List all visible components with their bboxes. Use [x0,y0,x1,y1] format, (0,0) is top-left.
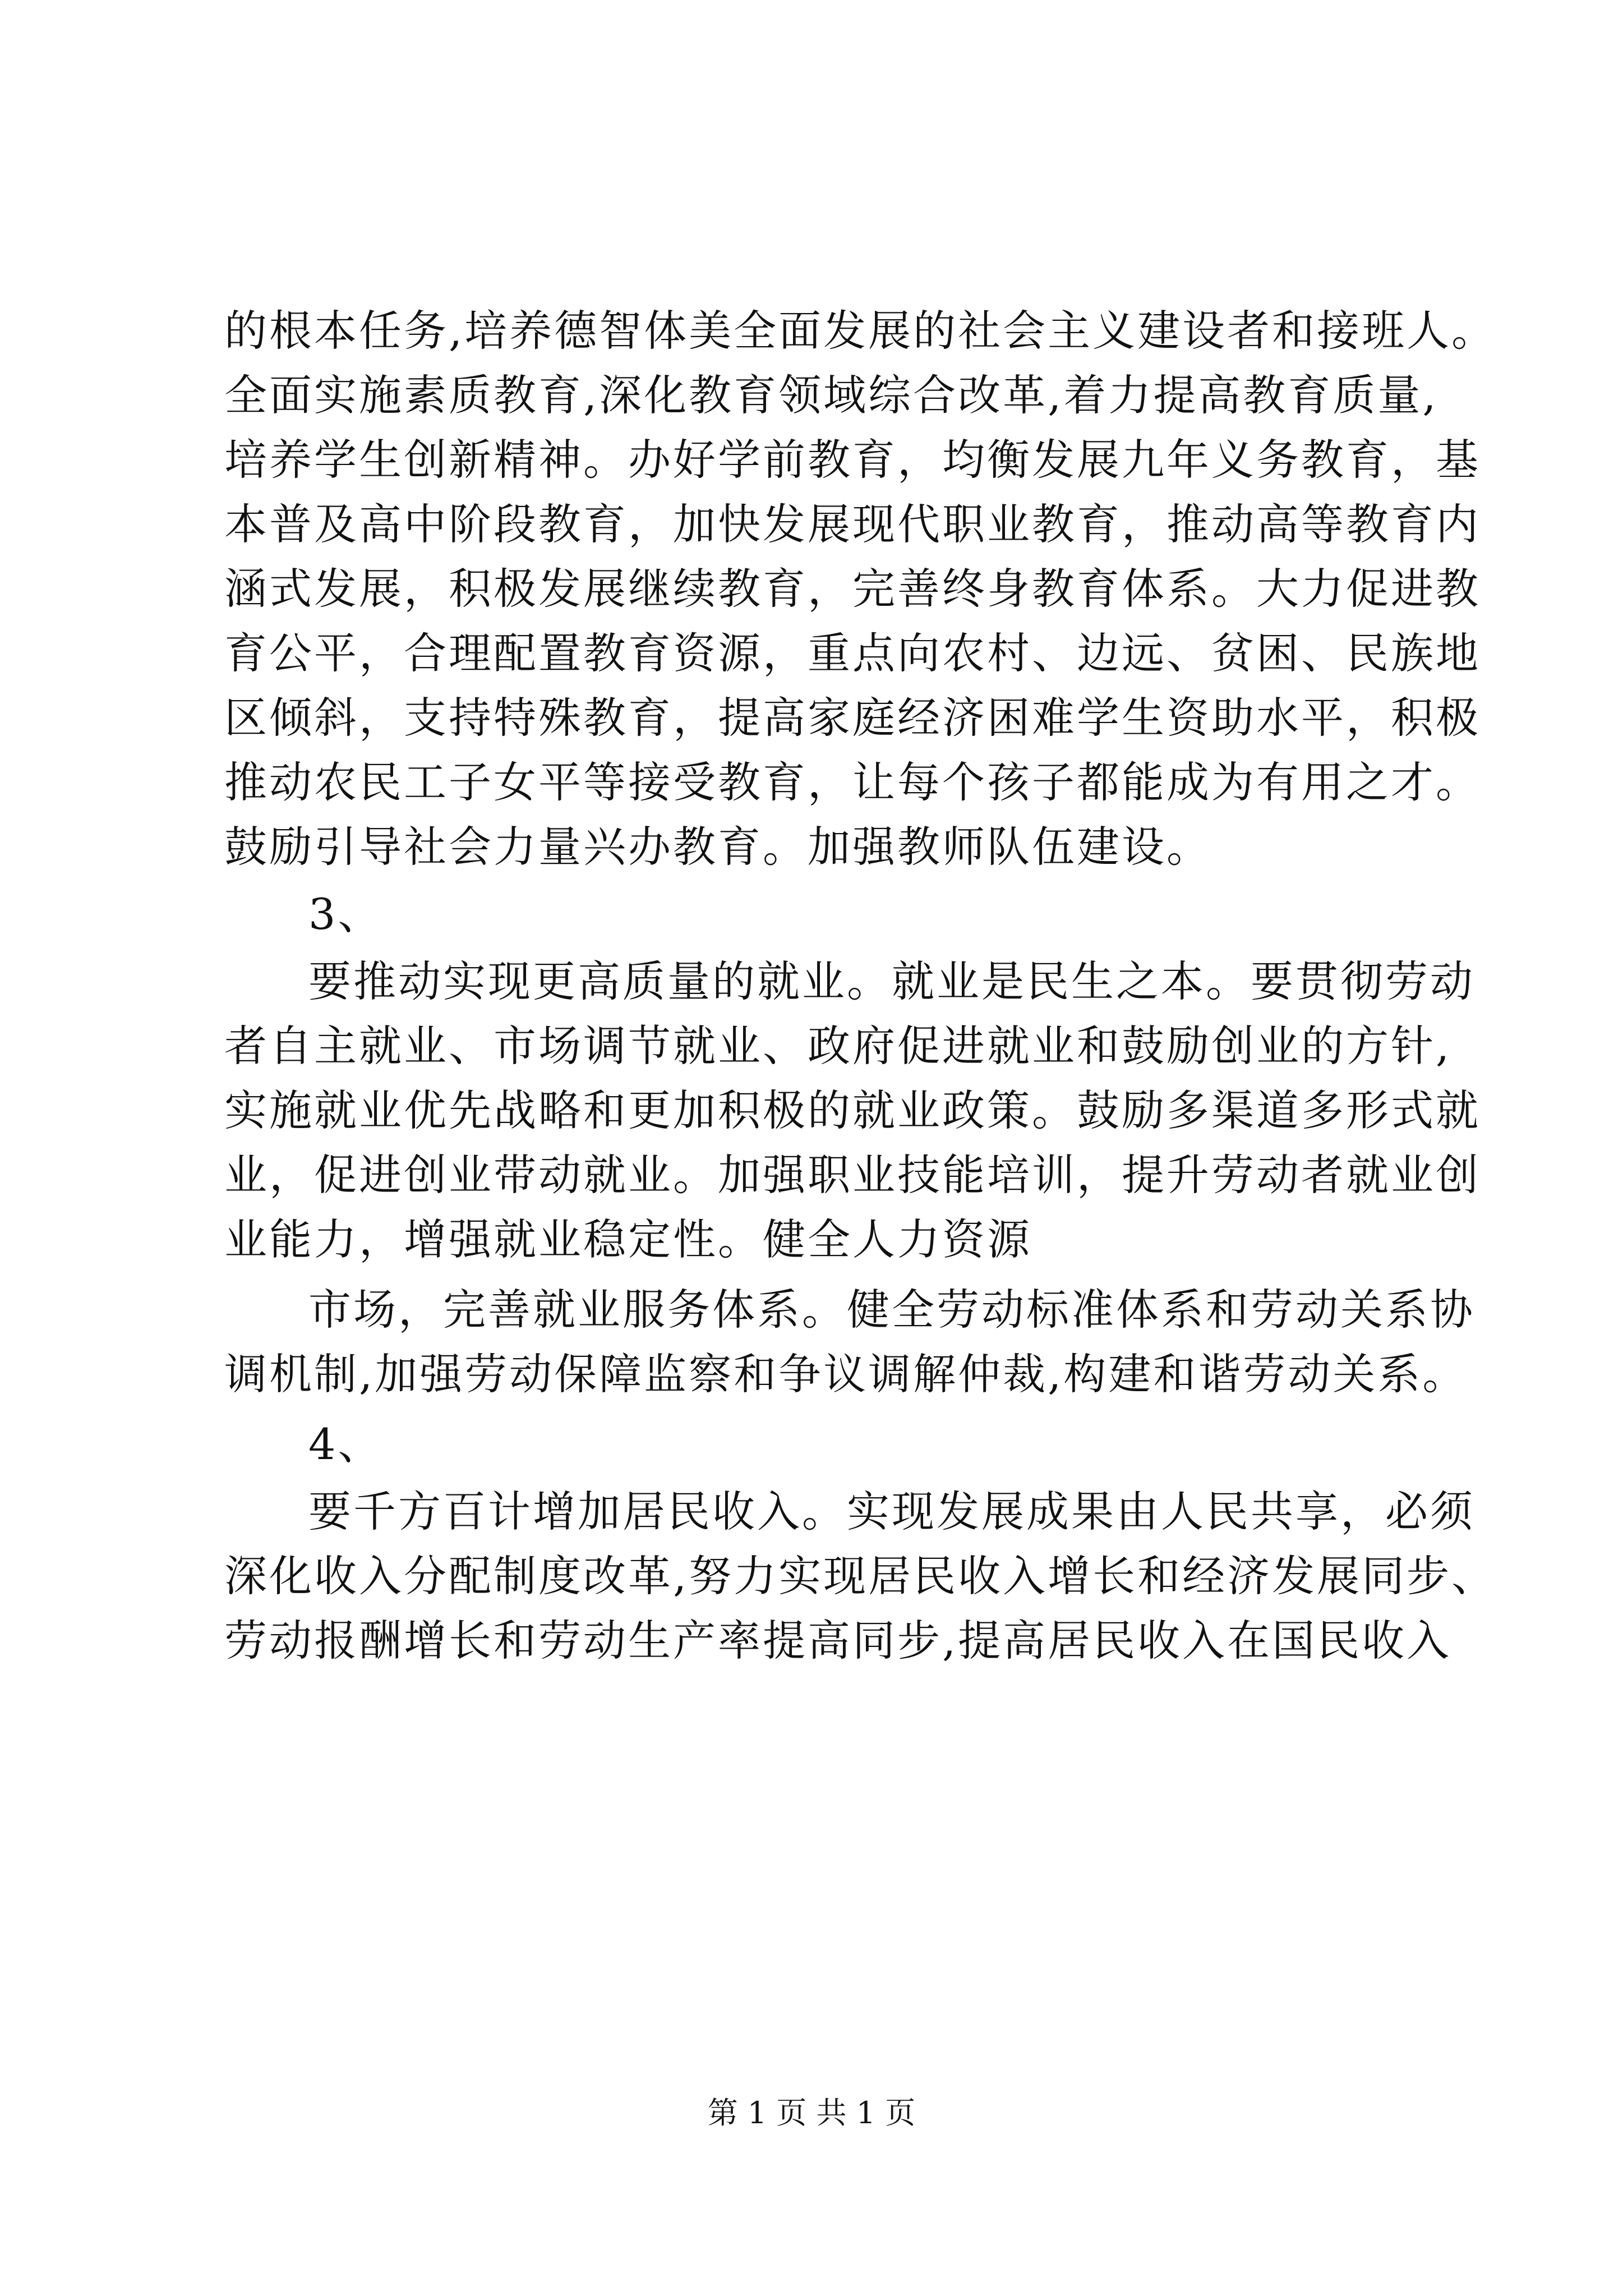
text-line: 劳动报酬增长和劳动生产率提高同步,提高居民收入在国民收入 [224,1616,1452,1665]
text-line: 鼓励引导社会力量兴办教育。加强教师队伍建设。 [224,822,1211,872]
text-line: 业能力，增强就业稳定性。健全人力资源 [224,1214,1032,1264]
text-line: 市场，完善就业服务体系。健全劳动标准体系和劳动关系协 [308,1285,1475,1335]
page-footer: 第 1 页 共 1 页 [707,2095,916,2131]
text-line: 育公平，合理配置教育资源，重点向农村、边远、贫困、民族地 [224,628,1481,678]
text-line: 要千方百计增加居民收入。实现发展成果由人民共享，必须 [308,1487,1475,1536]
text-line: 调机制,加强劳动保障监察和争议调解仲裁,构建和谐劳动关系。 [224,1349,1468,1399]
text-line: 要推动实现更高质量的就业。就业是民生之本。要贯彻劳动 [308,956,1475,1006]
text-line: 推动农民工子女平等接受教育，让每个孩子都能成为有用之才。 [224,757,1481,807]
text-line: 业，促进创业带动就业。加强职业技能培训，提升劳动者就业创 [224,1150,1481,1200]
text-line: 区倾斜，支持特殊教育，提高家庭经济困难学生资助水平，积极 [224,693,1481,743]
text-line: 的根本任务,培养德智体美全面发展的社会主义建设者和接班人。 [224,306,1497,356]
text-line: 实施就业优先战略和更加积极的就业政策。鼓励多渠道多形式就 [224,1085,1481,1135]
text-line: 全面实施素质教育,深化教育领域综合改革,着力提高教育质量, [224,370,1438,420]
section-number: 4、 [308,1419,383,1469]
text-line: 深化收入分配制度改革,努力实现居民收入增长和经济发展同步、 [224,1551,1497,1601]
section-number: 3、 [308,889,383,939]
text-line: 本普及高中阶段教育，加快发展现代职业教育，推动高等教育内 [224,499,1481,549]
text-line: 者自主就业、市场调节就业、政府促进就业和鼓励创业的方针, [224,1021,1452,1071]
text-line: 涵式发展，积极发展继续教育，完善终身教育体系。大力促进教 [224,564,1481,614]
text-line: 培养学生创新精神。办好学前教育，均衡发展九年义务教育，基 [224,435,1481,485]
